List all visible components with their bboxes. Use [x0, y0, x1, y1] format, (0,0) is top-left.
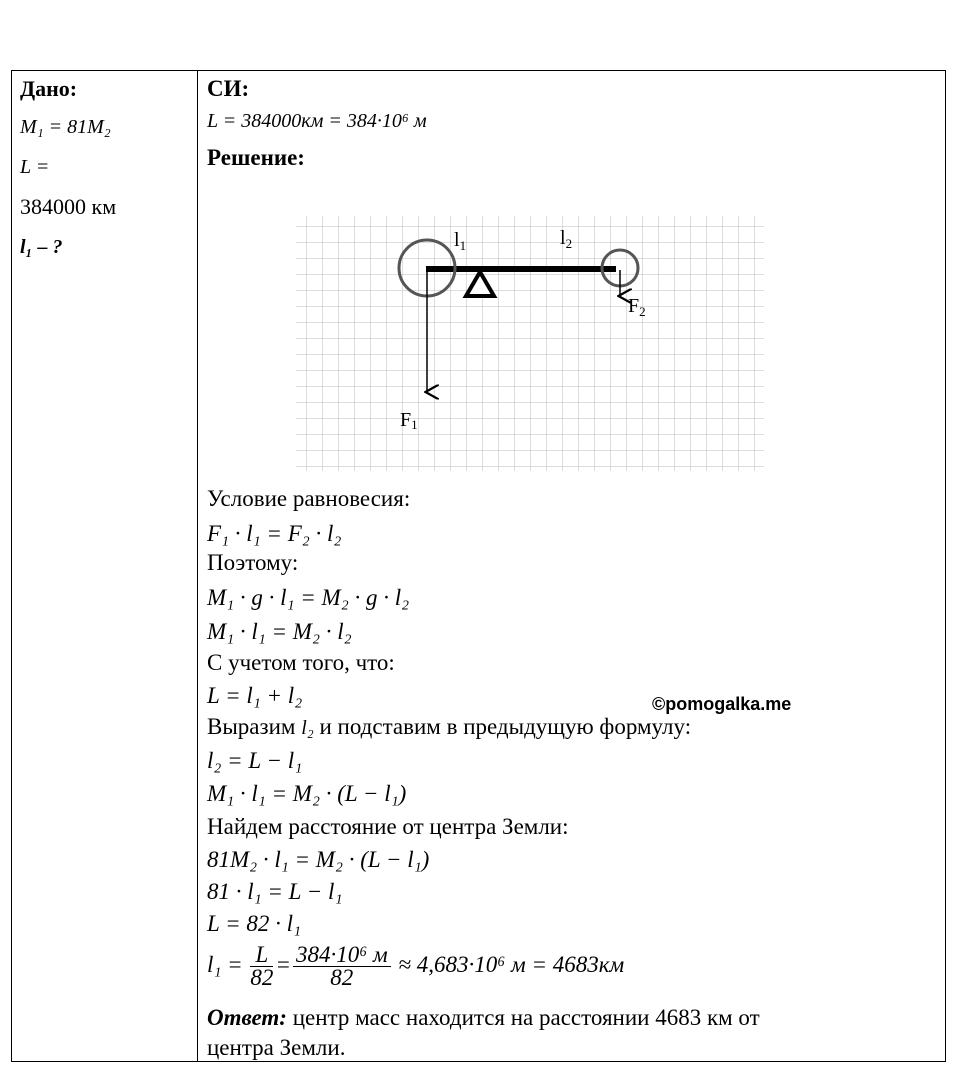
equation-4: L = l₁ + l₂: [207, 683, 303, 708]
given-unknown: l₁ – ?: [20, 236, 63, 258]
si-formula: L = 384000км = 384·10⁶ м: [207, 110, 427, 132]
watermark: ©pomogalka.me: [652, 694, 792, 714]
equation-5: l₂ = L − l₁: [207, 748, 303, 773]
equation-1: F₁ · l₁ = F₂ · l₂: [207, 521, 342, 546]
eq10-fraction-1: [250, 944, 273, 989]
eq10-lhs: l₁ =: [207, 951, 243, 977]
equilibrium-label: Условие равновесия:: [207, 486, 411, 511]
label-f1: F1: [400, 409, 418, 432]
express-label-b: и подставим в предыдущую формулу:: [319, 714, 692, 739]
si-column: [207, 72, 937, 171]
express-variable: l₂: [301, 717, 314, 739]
column-divider: [197, 70, 198, 1062]
considering-label: С учетом того, что:: [207, 650, 395, 675]
si-heading: СИ:: [207, 76, 250, 101]
equation-9: L = 82 · l₁: [207, 911, 302, 936]
equation-7: 81M₂ · l₁ = M₂ · (L − l₁): [207, 847, 430, 872]
label-l1: $l_1$: [454, 229, 467, 253]
given-heading: Дано:: [20, 76, 78, 101]
express-line: [207, 714, 691, 740]
label-l2: $l_2$: [560, 227, 573, 251]
answer-line: [207, 1005, 760, 1031]
eq10-rhs: ≈ 4,683·10⁶ м = 4683км: [398, 951, 625, 977]
find-label: Найдем расстояние от центра Земли:: [207, 814, 569, 839]
eq10-fraction-2: [293, 944, 391, 989]
eq10-frac2-den: 82: [330, 965, 354, 990]
express-label-a: Выразим: [207, 714, 296, 739]
answer-label: Ответ:: [207, 1005, 287, 1030]
lever-diagram: [290, 210, 770, 480]
given-column: [20, 72, 192, 262]
given-mass-ratio: M₁ = 81M₂: [20, 116, 111, 138]
therefore-label: Поэтому:: [207, 550, 299, 575]
grid-background: [296, 216, 764, 471]
equation-2: M₁ · g · l₁ = M₂ · g · l₂: [207, 585, 410, 610]
equation-6: M₁ · l₁ = M₂ · (L − l₁): [207, 781, 407, 806]
label-f2: $F_2$: [628, 295, 646, 319]
eq10-frac2-num: 384·10⁶ м: [293, 944, 391, 967]
equation-10: l₁ = $\frac{L}{82}$ = $\frac{\text{384·10⁶ м}}{82}$ ≈ 4,683·10⁶ м = 4683км: [207, 942, 625, 990]
eq10-frac1-num: L: [250, 944, 273, 967]
answer-line-2: центра Земли.: [207, 1035, 346, 1060]
equation-3: M₁ · l₁ = M₂ · l₂: [207, 619, 352, 644]
solution-heading: Решение:: [207, 145, 305, 170]
given-distance-value: 384000 км: [20, 194, 117, 219]
given-distance-label: L =: [20, 156, 50, 178]
eq10-frac1-den: 82: [250, 965, 274, 990]
equation-8: 81 · l₁ = L − l₁: [207, 879, 343, 904]
answer-text: центр масс находится на расстоянии 4683 км от: [286, 1005, 760, 1030]
